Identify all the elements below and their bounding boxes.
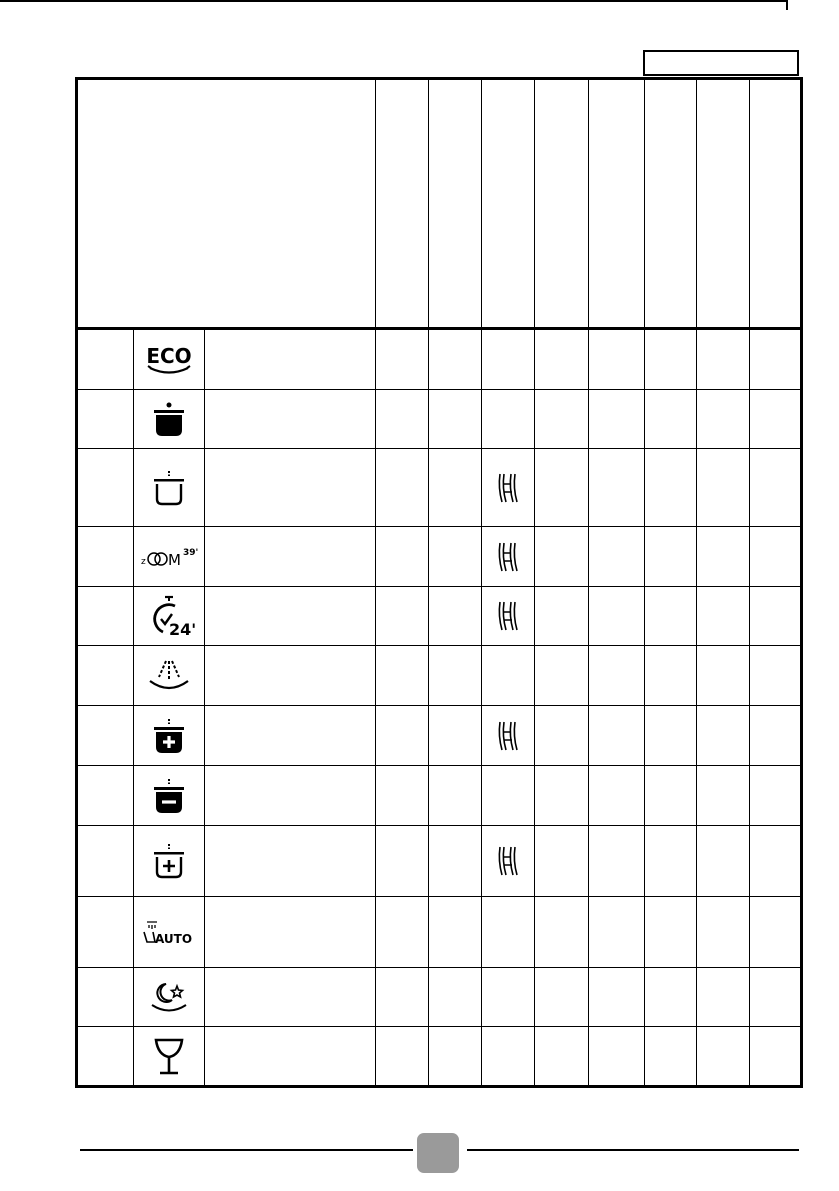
cell: [482, 390, 535, 449]
cell: [535, 897, 589, 968]
cell: [429, 390, 482, 449]
row-index-cell: [77, 706, 134, 766]
row-index-cell: [77, 390, 134, 449]
cell: [645, 826, 697, 897]
cell: [589, 766, 645, 826]
pot-intensive-icon: [134, 390, 205, 449]
program-label: [205, 329, 376, 390]
cell: [697, 329, 750, 390]
cell: [750, 897, 802, 968]
cell: [697, 826, 750, 897]
program-label: [205, 1027, 376, 1087]
half-load-cell: [482, 527, 535, 587]
cell: [482, 766, 535, 826]
row-index-cell: [77, 968, 134, 1027]
footer-rule-right: [467, 1149, 799, 1151]
cell: [645, 766, 697, 826]
svg-text:AUTO: AUTO: [155, 932, 193, 946]
top-rule-tick: [786, 0, 788, 10]
table-row: [77, 390, 802, 449]
table-header-label: [77, 79, 376, 329]
cell: [535, 766, 589, 826]
cell: [750, 527, 802, 587]
cell: [429, 646, 482, 706]
cell: [589, 968, 645, 1027]
header-col-2: [429, 79, 482, 329]
table-header-row: [77, 79, 802, 329]
svg-text:24': 24': [169, 620, 197, 638]
cell: [376, 329, 429, 390]
cell: [429, 329, 482, 390]
svg-text:39': 39': [183, 547, 199, 558]
table-row: [77, 1027, 802, 1087]
cell: [376, 766, 429, 826]
half-load-icon: [494, 539, 522, 575]
cell: [482, 646, 535, 706]
cell: [376, 706, 429, 766]
cell: [697, 897, 750, 968]
cell: [535, 527, 589, 587]
cell: [376, 527, 429, 587]
row-index-cell: [77, 449, 134, 527]
cell: [376, 587, 429, 646]
header-col-5: [589, 79, 645, 329]
cell: [697, 1027, 750, 1087]
cell: [645, 527, 697, 587]
cell: [645, 897, 697, 968]
pot-plus-icon: [134, 706, 205, 766]
header-col-6: [645, 79, 697, 329]
cell: [589, 329, 645, 390]
cell: [429, 897, 482, 968]
cell: [482, 329, 535, 390]
cell: [535, 646, 589, 706]
program-label: [205, 527, 376, 587]
half-load-cell: [482, 449, 535, 527]
half-load-cell: [482, 706, 535, 766]
cell: [376, 968, 429, 1027]
cell: [589, 390, 645, 449]
cell: [697, 390, 750, 449]
cell: [482, 1027, 535, 1087]
header-tag-box: [643, 50, 799, 76]
cell: [376, 1027, 429, 1087]
footer-rule-left: [80, 1149, 413, 1151]
cell: [645, 390, 697, 449]
timer-24-icon: [134, 587, 205, 646]
table-row: [77, 968, 802, 1027]
cell: [376, 390, 429, 449]
cell: [589, 449, 645, 527]
cell: [589, 587, 645, 646]
cell: [429, 449, 482, 527]
cell: [697, 646, 750, 706]
cell: [645, 329, 697, 390]
cell: [697, 527, 750, 587]
cell: [645, 1027, 697, 1087]
row-index-cell: [77, 587, 134, 646]
cell: [750, 968, 802, 1027]
cell: [645, 706, 697, 766]
cell: [645, 587, 697, 646]
cell: [429, 826, 482, 897]
program-label: [205, 646, 376, 706]
program-label: [205, 449, 376, 527]
cell: [376, 826, 429, 897]
cell: [376, 897, 429, 968]
header-col-7: [697, 79, 750, 329]
program-label: [205, 826, 376, 897]
table-row: [77, 646, 802, 706]
cell: [589, 646, 645, 706]
row-index-cell: [77, 646, 134, 706]
cell: [697, 449, 750, 527]
cell: [589, 527, 645, 587]
night-moon-star-icon: [134, 968, 205, 1027]
cell: [376, 646, 429, 706]
cell: [429, 968, 482, 1027]
cell: [645, 968, 697, 1027]
svg-text:ECO: ECO: [146, 343, 192, 368]
cell: [697, 766, 750, 826]
half-load-cell: [482, 826, 535, 897]
table-row: [77, 897, 802, 968]
row-index-cell: [77, 826, 134, 897]
cell: [589, 897, 645, 968]
cell: [697, 968, 750, 1027]
top-rule: [0, 0, 788, 2]
cell: [750, 1027, 802, 1087]
cell: [429, 1027, 482, 1087]
cell: [750, 390, 802, 449]
cell: [482, 897, 535, 968]
row-index-cell: [77, 766, 134, 826]
cell: [535, 1027, 589, 1087]
cell: [750, 329, 802, 390]
row-index-cell: [77, 527, 134, 587]
table-row: [77, 329, 802, 390]
cell: [535, 706, 589, 766]
svg-text:M: M: [168, 550, 181, 569]
pot-outline-plus-icon: [134, 826, 205, 897]
cell: [589, 826, 645, 897]
cell: [697, 587, 750, 646]
page-number-badge: [417, 1133, 459, 1173]
cell: [429, 527, 482, 587]
zoom-z: z: [141, 556, 146, 567]
table-row: [77, 527, 802, 587]
program-label: [205, 968, 376, 1027]
half-load-cell: [482, 587, 535, 646]
cell: [535, 826, 589, 897]
table-row: [77, 766, 802, 826]
cell: [750, 766, 802, 826]
program-label: [205, 706, 376, 766]
half-load-icon: [494, 843, 522, 879]
table-row: [77, 449, 802, 527]
cell: [429, 706, 482, 766]
cell: [645, 449, 697, 527]
cell: [750, 587, 802, 646]
cell: [535, 449, 589, 527]
auto-wash-icon: [134, 897, 205, 968]
row-index-cell: [77, 1027, 134, 1087]
cell: [429, 587, 482, 646]
table-row: [77, 826, 802, 897]
cell: [750, 646, 802, 706]
row-index-cell: [77, 329, 134, 390]
program-label: [205, 897, 376, 968]
eco-icon: [134, 329, 205, 390]
cell: [376, 449, 429, 527]
cell: [750, 826, 802, 897]
header-col-4: [535, 79, 589, 329]
cell: [429, 766, 482, 826]
cell: [645, 646, 697, 706]
zoom-39-icon: [134, 527, 205, 587]
program-label: [205, 390, 376, 449]
glass-icon: [134, 1027, 205, 1087]
program-table: [75, 77, 803, 1088]
row-index-cell: [77, 897, 134, 968]
cell: [535, 587, 589, 646]
cell: [750, 449, 802, 527]
header-col-3: [482, 79, 535, 329]
program-label: [205, 766, 376, 826]
cell: [535, 329, 589, 390]
pot-minus-icon: [134, 766, 205, 826]
pot-normal-icon: [134, 449, 205, 527]
table-row: [77, 587, 802, 646]
cell: [750, 706, 802, 766]
prewash-spray-icon: [134, 646, 205, 706]
header-col-8: [750, 79, 802, 329]
cell: [482, 968, 535, 1027]
half-load-icon: [494, 718, 522, 754]
half-load-icon: [494, 598, 522, 634]
cell: [535, 968, 589, 1027]
header-col-1: [376, 79, 429, 329]
table-row: [77, 706, 802, 766]
half-load-icon: [494, 470, 522, 506]
cell: [535, 390, 589, 449]
cell: [697, 706, 750, 766]
cell: [589, 1027, 645, 1087]
program-label: [205, 587, 376, 646]
cell: [589, 706, 645, 766]
